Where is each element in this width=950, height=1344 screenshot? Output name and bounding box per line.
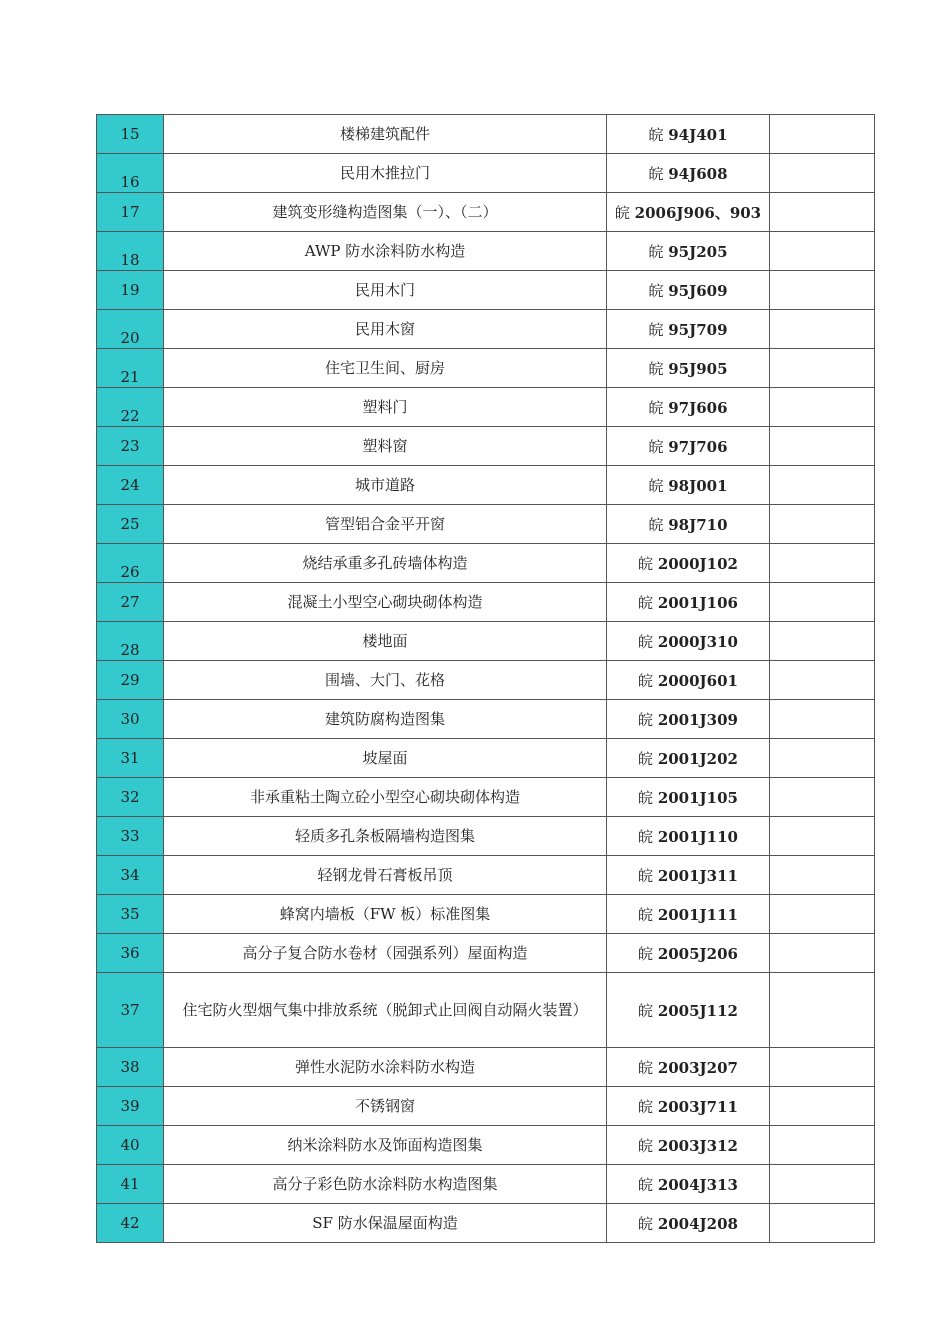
remarks-cell xyxy=(770,661,875,700)
table-row xyxy=(97,856,875,895)
remarks-cell xyxy=(770,856,875,895)
province-prefix: 皖 xyxy=(638,866,658,885)
drawing-code xyxy=(607,232,770,271)
code-number: 98J001 xyxy=(668,476,728,495)
province-prefix: 皖 xyxy=(648,125,669,144)
row-number xyxy=(97,388,164,427)
province-prefix: 皖 xyxy=(638,788,658,807)
drawing-title: 弹性水泥防水涂料防水构造 xyxy=(164,1048,607,1087)
code-number: 2001J309 xyxy=(657,710,738,729)
remarks-cell xyxy=(770,583,875,622)
province-prefix: 皖 xyxy=(648,320,669,339)
drawing-code xyxy=(607,427,770,466)
remarks-cell xyxy=(770,1126,875,1165)
row-number-text: 34 xyxy=(120,866,140,884)
code-number: 2000J601 xyxy=(657,671,738,690)
row-number-text: 40 xyxy=(120,1136,140,1154)
drawing-title: 高分子复合防水卷材（园强系列）屋面构造 xyxy=(164,934,607,973)
table-row xyxy=(97,973,875,1048)
code-number: 2003J711 xyxy=(657,1097,738,1116)
drawing-code xyxy=(607,622,770,661)
table-row xyxy=(97,544,875,583)
standards-table xyxy=(96,114,875,1243)
drawing-code xyxy=(607,1204,770,1243)
table-row xyxy=(97,622,875,661)
drawing-code xyxy=(607,856,770,895)
drawing-title: 坡屋面 xyxy=(164,739,607,778)
drawing-code xyxy=(607,895,770,934)
code-number: 2001J105 xyxy=(657,788,738,807)
code-number: 97J606 xyxy=(668,398,728,417)
row-number xyxy=(97,232,164,271)
drawing-code xyxy=(607,1165,770,1204)
remarks-cell xyxy=(770,115,875,154)
province-prefix: 皖 xyxy=(648,476,669,495)
remarks-cell xyxy=(770,232,875,271)
row-number-text: 20 xyxy=(120,329,140,347)
province-prefix: 皖 xyxy=(648,242,669,261)
province-prefix: 皖 xyxy=(638,944,658,963)
row-number-text: 42 xyxy=(120,1214,140,1232)
remarks-cell xyxy=(770,1048,875,1087)
row-number-text: 28 xyxy=(120,641,140,659)
remarks-cell xyxy=(770,895,875,934)
code-number: 2001J202 xyxy=(657,749,738,768)
code-number: 2003J207 xyxy=(657,1058,738,1077)
province-prefix: 皖 xyxy=(648,515,669,534)
province-prefix: 皖 xyxy=(638,554,658,573)
row-number xyxy=(97,622,164,661)
province-prefix: 皖 xyxy=(638,671,658,690)
province-prefix: 皖 xyxy=(648,398,669,417)
code-number: 2006J906、903 xyxy=(634,203,762,222)
table-row xyxy=(97,934,875,973)
row-number-text: 17 xyxy=(120,203,140,221)
row-number xyxy=(97,1126,164,1165)
drawing-code xyxy=(607,778,770,817)
province-prefix: 皖 xyxy=(614,203,635,222)
row-number-text: 35 xyxy=(120,905,140,923)
code-number: 95J205 xyxy=(668,242,728,261)
row-number xyxy=(97,973,164,1048)
drawing-code xyxy=(607,1048,770,1087)
row-number xyxy=(97,505,164,544)
remarks-cell xyxy=(770,154,875,193)
province-prefix: 皖 xyxy=(648,281,669,300)
table-row xyxy=(97,427,875,466)
drawing-code xyxy=(607,583,770,622)
remarks-cell xyxy=(770,193,875,232)
province-prefix: 皖 xyxy=(638,1214,658,1233)
remarks-cell xyxy=(770,427,875,466)
code-number: 2005J206 xyxy=(657,944,738,963)
province-prefix: 皖 xyxy=(638,632,658,651)
remarks-cell xyxy=(770,778,875,817)
remarks-cell xyxy=(770,817,875,856)
drawing-code xyxy=(607,505,770,544)
row-number-text: 23 xyxy=(120,437,140,455)
table-row xyxy=(97,817,875,856)
remarks-cell xyxy=(770,271,875,310)
code-number: 2000J310 xyxy=(657,632,738,651)
row-number xyxy=(97,1087,164,1126)
row-number-text: 24 xyxy=(120,476,140,494)
table-row xyxy=(97,661,875,700)
drawing-code xyxy=(607,154,770,193)
drawing-title: SF 防水保温屋面构造 xyxy=(164,1204,607,1243)
table-row xyxy=(97,778,875,817)
province-prefix: 皖 xyxy=(648,359,669,378)
drawing-title: 建筑变形缝构造图集（一）、（二） xyxy=(164,193,607,232)
code-number: 2005J112 xyxy=(657,1001,738,1020)
drawing-code xyxy=(607,115,770,154)
row-number xyxy=(97,700,164,739)
table-row xyxy=(97,895,875,934)
drawing-code xyxy=(607,934,770,973)
drawing-code xyxy=(607,310,770,349)
province-prefix: 皖 xyxy=(638,905,658,924)
drawing-title: 城市道路 xyxy=(164,466,607,505)
row-number xyxy=(97,583,164,622)
province-prefix: 皖 xyxy=(638,1058,658,1077)
drawing-code xyxy=(607,193,770,232)
row-number-text: 22 xyxy=(120,407,140,425)
row-number-text: 27 xyxy=(120,593,140,611)
drawing-code xyxy=(607,388,770,427)
row-number-text: 30 xyxy=(120,710,140,728)
row-number xyxy=(97,154,164,193)
table-row xyxy=(97,1126,875,1165)
row-number-text: 37 xyxy=(120,1001,140,1019)
code-number: 2000J102 xyxy=(657,554,738,573)
table-row xyxy=(97,388,875,427)
row-number xyxy=(97,1048,164,1087)
row-number-text: 32 xyxy=(120,788,140,806)
province-prefix: 皖 xyxy=(638,749,658,768)
drawing-title: 民用木窗 xyxy=(164,310,607,349)
table-row xyxy=(97,310,875,349)
code-number: 2001J106 xyxy=(657,593,738,612)
code-number: 95J709 xyxy=(668,320,728,339)
remarks-cell xyxy=(770,973,875,1048)
drawing-title: 楼梯建筑配件 xyxy=(164,115,607,154)
code-number: 95J905 xyxy=(668,359,728,378)
remarks-cell xyxy=(770,505,875,544)
row-number xyxy=(97,1204,164,1243)
drawing-title: 烧结承重多孔砖墙体构造 xyxy=(164,544,607,583)
drawing-code xyxy=(607,349,770,388)
drawing-title: 塑料窗 xyxy=(164,427,607,466)
table-row xyxy=(97,505,875,544)
row-number xyxy=(97,778,164,817)
code-number: 2004J208 xyxy=(657,1214,738,1233)
code-number: 94J401 xyxy=(668,125,728,144)
table-row xyxy=(97,1165,875,1204)
table-row xyxy=(97,1087,875,1126)
province-prefix: 皖 xyxy=(648,164,669,183)
table-row xyxy=(97,1204,875,1243)
drawing-code xyxy=(607,973,770,1048)
row-number-text: 21 xyxy=(120,368,140,386)
drawing-title: 纳米涂料防水及饰面构造图集 xyxy=(164,1126,607,1165)
code-number: 95J609 xyxy=(668,281,728,300)
drawing-title: 高分子彩色防水涂料防水构造图集 xyxy=(164,1165,607,1204)
drawing-title: 住宅防火型烟气集中排放系统（脱卸式止回阀自动隔火装置） xyxy=(164,973,607,1048)
remarks-cell xyxy=(770,622,875,661)
remarks-cell xyxy=(770,934,875,973)
remarks-cell xyxy=(770,349,875,388)
remarks-cell xyxy=(770,739,875,778)
row-number-text: 19 xyxy=(120,281,140,299)
drawing-code xyxy=(607,1087,770,1126)
province-prefix: 皖 xyxy=(638,1175,658,1194)
remarks-cell xyxy=(770,1165,875,1204)
drawing-title: 围墙、大门、花格 xyxy=(164,661,607,700)
row-number xyxy=(97,544,164,583)
table-row xyxy=(97,583,875,622)
row-number xyxy=(97,856,164,895)
drawing-title: 塑料门 xyxy=(164,388,607,427)
drawing-title: 民用木推拉门 xyxy=(164,154,607,193)
table-row xyxy=(97,232,875,271)
drawing-code xyxy=(607,271,770,310)
row-number xyxy=(97,310,164,349)
remarks-cell xyxy=(770,388,875,427)
remarks-cell xyxy=(770,1087,875,1126)
row-number xyxy=(97,1165,164,1204)
drawing-code xyxy=(607,700,770,739)
drawing-code xyxy=(607,817,770,856)
row-number xyxy=(97,115,164,154)
row-number-text: 25 xyxy=(120,515,140,533)
province-prefix: 皖 xyxy=(638,593,658,612)
code-number: 2001J311 xyxy=(657,866,738,885)
drawing-title: 非承重粘土陶立砼小型空心砌块砌体构造 xyxy=(164,778,607,817)
drawing-title: 轻钢龙骨石膏板吊顶 xyxy=(164,856,607,895)
drawing-code xyxy=(607,544,770,583)
row-number-text: 31 xyxy=(120,749,140,767)
drawing-title: 管型铝合金平开窗 xyxy=(164,505,607,544)
table-row xyxy=(97,115,875,154)
remarks-cell xyxy=(770,1204,875,1243)
drawing-title: 建筑防腐构造图集 xyxy=(164,700,607,739)
row-number-text: 38 xyxy=(120,1058,140,1076)
table-row xyxy=(97,271,875,310)
province-prefix: 皖 xyxy=(638,1136,658,1155)
row-number xyxy=(97,661,164,700)
row-number xyxy=(97,817,164,856)
drawing-title: 蜂窝内墙板（FW 板）标准图集 xyxy=(164,895,607,934)
table-row xyxy=(97,466,875,505)
drawing-code xyxy=(607,661,770,700)
table-row xyxy=(97,154,875,193)
drawing-title: 楼地面 xyxy=(164,622,607,661)
table-row xyxy=(97,193,875,232)
remarks-cell xyxy=(770,700,875,739)
row-number-text: 39 xyxy=(120,1097,140,1115)
drawing-title: AWP 防水涂料防水构造 xyxy=(164,232,607,271)
code-number: 2004J313 xyxy=(657,1175,738,1194)
row-number xyxy=(97,271,164,310)
row-number xyxy=(97,193,164,232)
code-number: 94J608 xyxy=(668,164,728,183)
code-number: 2001J111 xyxy=(657,905,738,924)
remarks-cell xyxy=(770,544,875,583)
province-prefix: 皖 xyxy=(638,827,658,846)
table-row xyxy=(97,349,875,388)
drawing-code xyxy=(607,1126,770,1165)
drawing-title: 民用木门 xyxy=(164,271,607,310)
row-number xyxy=(97,349,164,388)
row-number-text: 15 xyxy=(120,125,140,143)
province-prefix: 皖 xyxy=(638,710,658,729)
row-number xyxy=(97,895,164,934)
table-row xyxy=(97,739,875,778)
province-prefix: 皖 xyxy=(648,437,669,456)
drawing-title: 轻质多孔条板隔墙构造图集 xyxy=(164,817,607,856)
row-number-text: 36 xyxy=(120,944,140,962)
province-prefix: 皖 xyxy=(638,1001,658,1020)
code-number: 97J706 xyxy=(668,437,728,456)
table-row xyxy=(97,1048,875,1087)
row-number xyxy=(97,934,164,973)
code-number: 98J710 xyxy=(668,515,728,534)
row-number-text: 16 xyxy=(120,173,140,191)
row-number xyxy=(97,466,164,505)
drawing-title: 混凝土小型空心砌块砌体构造 xyxy=(164,583,607,622)
row-number-text: 33 xyxy=(120,827,140,845)
code-number: 2001J110 xyxy=(657,827,738,846)
province-prefix: 皖 xyxy=(638,1097,658,1116)
row-number-text: 29 xyxy=(120,671,140,689)
row-number xyxy=(97,739,164,778)
drawing-title: 不锈钢窗 xyxy=(164,1087,607,1126)
row-number-text: 26 xyxy=(120,563,140,581)
drawing-title: 住宅卫生间、厨房 xyxy=(164,349,607,388)
table-row xyxy=(97,700,875,739)
remarks-cell xyxy=(770,466,875,505)
drawing-code xyxy=(607,739,770,778)
remarks-cell xyxy=(770,310,875,349)
row-number xyxy=(97,427,164,466)
row-number-text: 41 xyxy=(120,1175,140,1193)
code-number: 2003J312 xyxy=(657,1136,738,1155)
drawing-code xyxy=(607,466,770,505)
row-number-text: 18 xyxy=(120,251,140,269)
